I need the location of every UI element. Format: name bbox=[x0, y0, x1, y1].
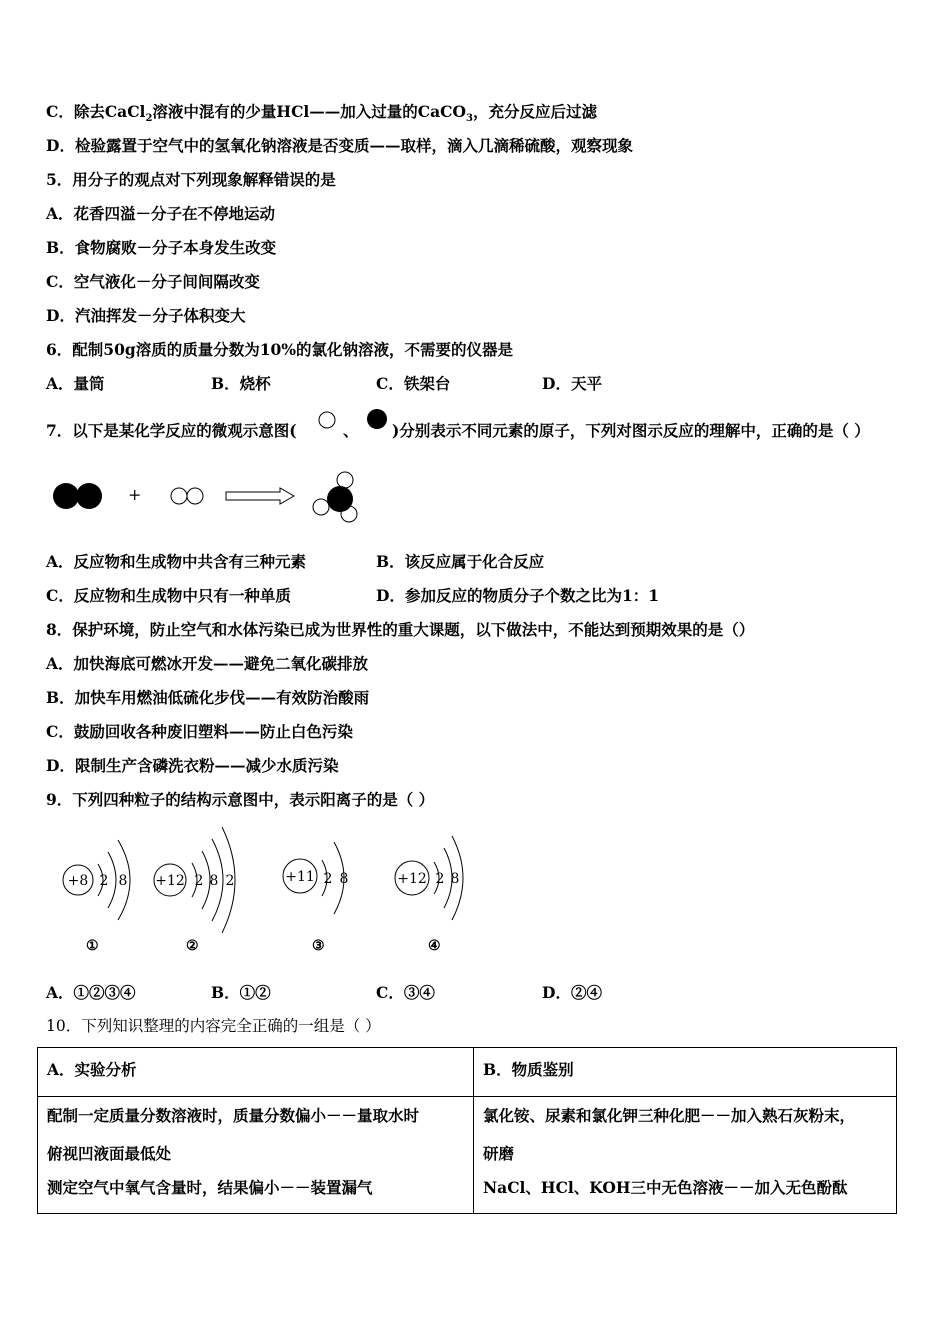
black-atom-icon bbox=[364, 406, 390, 432]
shell-electrons: 2 bbox=[225, 873, 235, 889]
table-cell-a-line1: 配制一定质量分数溶液时，质量分数偏小－－量取水时 bbox=[47, 1106, 420, 1125]
q8-option-d: D．限制生产含磷洗衣粉——减少水质污染 bbox=[46, 756, 339, 775]
shell-electrons: 8 bbox=[450, 871, 460, 887]
particle-diagram-2 bbox=[148, 825, 248, 935]
table-cell-b-line2: 研磨 bbox=[483, 1144, 515, 1163]
q10-stem: 10．下列知识整理的内容完全正确的一组是（ ） bbox=[46, 1017, 381, 1035]
q6-option-a: A．量筒 bbox=[46, 374, 105, 393]
shell-electrons: 2 bbox=[194, 873, 204, 889]
nucleus-charge: +11 bbox=[285, 869, 315, 885]
table-cell-b-line1: 氯化铵、尿素和氯化钾三种化肥－－加入熟石灰粉末， bbox=[483, 1106, 856, 1125]
shell-electrons: 2 bbox=[323, 871, 333, 887]
shell-electrons: 8 bbox=[209, 873, 219, 889]
table-cell-a-line2: 俯视凹液面最低处 bbox=[47, 1144, 172, 1163]
q6-option-b: B．烧杯 bbox=[211, 374, 271, 393]
plus-sign: + bbox=[128, 485, 142, 504]
q8-option-c: C．鼓励回收各种废旧塑料——防止白色污染 bbox=[46, 722, 353, 741]
q9-option-c: C．③④ bbox=[376, 983, 435, 1002]
q8-option-a: A．加快海底可燃冰开发——避免二氧化碳排放 bbox=[46, 654, 369, 673]
q5-stem: 5．用分子的观点对下列现象解释错误的是 bbox=[46, 170, 336, 189]
q6-option-d: D．天平 bbox=[542, 374, 602, 393]
q6-option-c: C．铁架台 bbox=[376, 374, 451, 393]
q9-option-b: B．①② bbox=[211, 983, 271, 1002]
particle-label-3: ③ bbox=[312, 938, 325, 954]
q6-stem: 6．配制50g溶质的质量分数为10%的氯化钠溶液，不需要的仪器是 bbox=[46, 340, 513, 359]
particle-label-4: ④ bbox=[428, 938, 441, 954]
table-cell-b-line3: NaCl、HCl、KOH三中无色溶液－－加入无色酚酞 bbox=[483, 1178, 848, 1197]
q7-option-d: D．参加反应的物质分子个数之比为1：1 bbox=[376, 586, 660, 605]
white-diatomic-molecule bbox=[171, 488, 203, 504]
q9-stem: 9．下列四种粒子的结构示意图中，表示阳离子的是（ ） bbox=[46, 790, 435, 809]
knowledge-table bbox=[37, 1047, 897, 1214]
q5-option-a: A．花香四溢－分子在不停地运动 bbox=[46, 204, 276, 223]
nucleus-charge: +12 bbox=[397, 871, 427, 887]
particle-diagram-1 bbox=[58, 838, 138, 922]
q5-option-b: B．食物腐败－分子本身发生改变 bbox=[46, 238, 277, 257]
particle-label-1: ① bbox=[86, 938, 99, 954]
q5-option-c: C．空气液化－分子间间隔改变 bbox=[46, 272, 260, 291]
reaction-diagram bbox=[40, 468, 380, 528]
q9-option-d: D．②④ bbox=[542, 983, 602, 1002]
table-divider-vertical bbox=[473, 1048, 474, 1213]
particle-label-2: ② bbox=[186, 938, 199, 954]
q7-stem-start: 7．以下是某化学反应的微观示意图( bbox=[46, 421, 297, 440]
shell-electrons: 8 bbox=[339, 871, 349, 887]
q4-option-c: C．除去CaCl$_2$溶液中混有的少量HCl——加入过量的CaCO$_3$，充分反应后过滤 bbox=[46, 102, 597, 125]
particle-diagram-4 bbox=[390, 832, 470, 922]
white-atom-icon bbox=[316, 408, 340, 432]
table-header-a: A．实验分析 bbox=[47, 1060, 137, 1079]
shell-electrons: 2 bbox=[99, 873, 109, 889]
product-molecule bbox=[313, 472, 357, 522]
shell-electrons: 8 bbox=[118, 873, 128, 889]
nucleus-charge: +8 bbox=[67, 873, 89, 889]
table-header-b: B．物质鉴别 bbox=[483, 1060, 574, 1079]
reaction-arrow-icon bbox=[226, 488, 294, 504]
q7-stem-separator: 、 bbox=[343, 421, 359, 440]
table-divider-horizontal bbox=[38, 1096, 896, 1097]
table-cell-a-line3: 测定空气中氧气含量时，结果偏小－－装置漏气 bbox=[47, 1178, 373, 1197]
q8-option-b: B．加快车用燃油低硫化步伐——有效防治酸雨 bbox=[46, 688, 370, 707]
q5-option-d: D．汽油挥发－分子体积变大 bbox=[46, 306, 246, 325]
q7-stem-end: )分别表示不同元素的原子，下列对图示反应的理解中，正确的是（ ） bbox=[392, 421, 870, 440]
black-diatomic-molecule bbox=[53, 483, 102, 509]
q8-stem: 8．保护环境，防止空气和水体污染已成为世界性的重大课题，以下做法中，不能达到预期效果的是（） bbox=[46, 620, 755, 639]
shell-electrons: 2 bbox=[435, 871, 445, 887]
nucleus-charge: +12 bbox=[155, 873, 185, 889]
q9-option-a: A．①②③④ bbox=[46, 983, 136, 1002]
particle-diagram-3 bbox=[278, 832, 358, 922]
q7-option-b: B．该反应属于化合反应 bbox=[376, 552, 545, 571]
q7-option-c: C．反应物和生成物中只有一种单质 bbox=[46, 586, 291, 605]
q7-option-a: A．反应物和生成物中共含有三种元素 bbox=[46, 552, 307, 571]
q4-option-d: D．检验露置于空气中的氢氧化钠溶液是否变质——取样，滴入几滴稀硫酸，观察现象 bbox=[46, 136, 633, 155]
